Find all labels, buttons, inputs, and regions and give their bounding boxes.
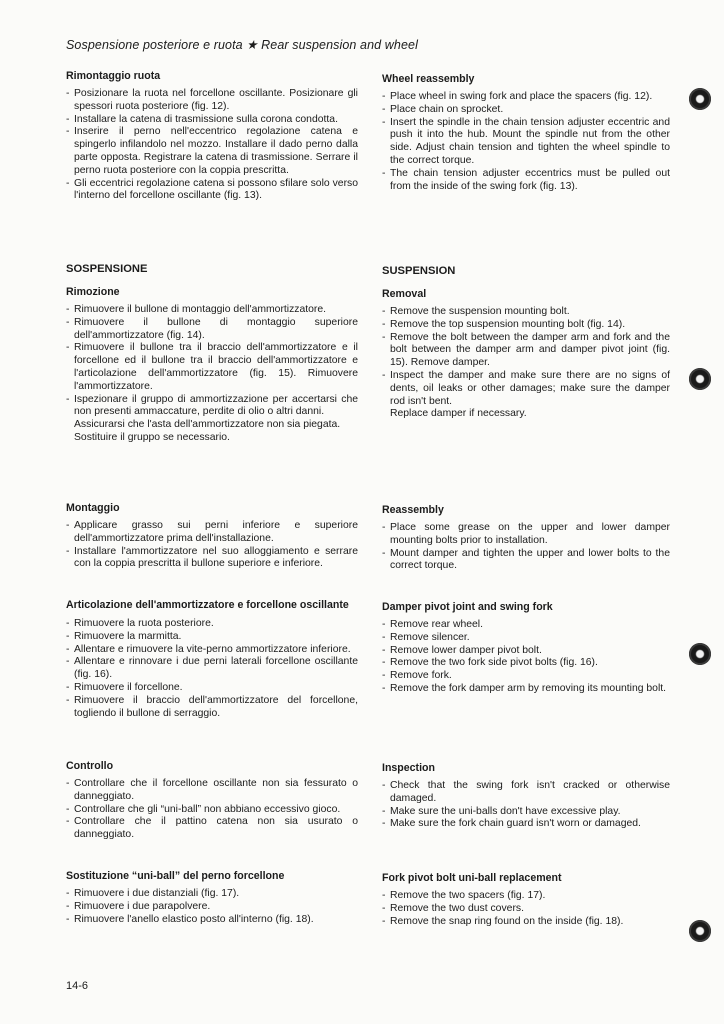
section-title: Controllo xyxy=(66,760,114,772)
step-item: - Remove rear wheel. xyxy=(382,619,483,630)
step-item: - Rimuovere la marmitta. xyxy=(66,630,182,642)
step-item: - Remove the top suspension mounting bolt (fig. 14). xyxy=(382,318,626,330)
step-item: - Rimuovere il forcellone. xyxy=(66,681,183,693)
step-item: - Rimuovere i due parapolvere. xyxy=(66,900,211,912)
binder-hole-icon xyxy=(689,920,711,942)
section-montaggio xyxy=(66,502,358,571)
step-item: - Place chain on sprocket. xyxy=(382,103,504,115)
section-suspension xyxy=(382,264,670,290)
section-title: Rimozione xyxy=(66,286,120,298)
section-title: Removal xyxy=(382,288,427,300)
section-title: Fork pivot bolt uni-ball replacement xyxy=(382,872,562,884)
step-list xyxy=(66,520,358,571)
section-title: Reassembly xyxy=(382,504,444,516)
section-controllo xyxy=(66,760,358,842)
step-item: - Applicare grasso sui perni inferiore e superiore dell'ammortizzatore prima dell'installazione. xyxy=(66,520,358,544)
step-item: - Allentare e rimuovere la vite-perno ammortizzatore inferiore. xyxy=(66,643,351,655)
section-uniball-replacement xyxy=(382,872,670,928)
chapter-title: SOSPENSIONE xyxy=(66,263,148,275)
section-wheel-reassembly xyxy=(382,73,670,193)
step-item: - Remove the snap ring found on the inside (fig. 18). xyxy=(382,915,624,927)
section-removal xyxy=(382,288,670,421)
section-reassembly xyxy=(382,504,670,573)
step-item: - Remove the two spacers (fig. 17). xyxy=(382,890,546,901)
step-list xyxy=(382,306,670,421)
section-sostituzione-uniball xyxy=(66,870,358,926)
step-list xyxy=(382,780,670,831)
binder-hole-icon xyxy=(689,88,711,110)
section-rimozione xyxy=(66,286,358,445)
step-item: - Rimuovere il bullone di montaggio dell'ammortizzatore. xyxy=(66,304,327,315)
note-text: Replace damper if necessary. xyxy=(390,408,527,420)
step-item: - Allentare e rinnovare i due perni laterali forcellone oscillante (fig. 16). xyxy=(66,656,358,681)
step-list xyxy=(382,91,670,193)
step-item: - Rimuovere i due distanziali (fig. 17). xyxy=(66,888,240,899)
binder-hole-icon xyxy=(689,643,711,665)
step-item: - Remove the bolt between the damper arm and fork and the bolt between the damper arm and damper pivot joint (fig. 15). Remove damper. xyxy=(382,331,670,369)
step-item: - Make sure the fork chain guard isn't worn or damaged. xyxy=(382,818,641,830)
section-damper-pivot xyxy=(382,601,670,696)
step-item: - Place some grease on the upper and lower damper mounting bolts prior to installation. xyxy=(382,522,670,546)
chapter-title: SUSPENSION xyxy=(382,265,456,277)
section-title: Wheel reassembly xyxy=(382,73,475,85)
step-item: - Check that the swing fork isn't cracked or otherwise damaged. xyxy=(382,780,670,804)
step-item: - Rimuovere l'anello elastico posto all'interno (fig. 18). xyxy=(66,913,314,925)
step-item: - Remove silencer. xyxy=(382,631,470,643)
step-item: - Make sure the uni-balls don't have excessive play. xyxy=(382,805,621,817)
step-item: - Remove the two dust covers. xyxy=(382,902,524,914)
step-item: - Remove lower damper pivot bolt. xyxy=(382,644,542,656)
step-list xyxy=(382,619,670,696)
section-title: Sostituzione “uni-ball” del perno forcellone xyxy=(66,870,285,882)
step-item: - Mount damper and tighten the upper and lower bolts to the correct torque. xyxy=(382,547,670,572)
step-item: - Rimuovere la ruota posteriore. xyxy=(66,618,214,629)
step-item: - Ispezionare il gruppo di ammortizzazione per accertarsi che non presenti ammaccature, perdite di olio o altri danni. Assicurarsi che l'asta dell'ammortizzatore non sia piegata. Sostituire il gruppo se necessario. xyxy=(66,393,358,443)
step-list xyxy=(66,888,358,926)
section-articolazione xyxy=(66,599,358,720)
page-number: 14-6 xyxy=(66,980,89,992)
step-item: - Remove the suspension mounting bolt. xyxy=(382,306,570,317)
step-list xyxy=(66,88,358,203)
step-item: - Remove the two fork side pivot bolts (fig. 16). xyxy=(382,657,598,669)
step-item: - Insert the spindle in the chain tension adjuster eccentric and push it into the hub. Mount the spindle nut from the other side. Adjust chain tension and tighten the wheel spindle to the correct torque. xyxy=(382,116,670,166)
section-title: Rimontaggio ruota xyxy=(66,70,161,82)
section-title: Articolazione dell'ammortizzatore e forcellone oscillante xyxy=(66,599,349,611)
step-item: - Rimuovere il braccio dell'ammortizzatore del forcellone, togliendo il bullone di serraggio. xyxy=(66,694,358,719)
section-sospensione xyxy=(66,262,358,288)
section-title: Montaggio xyxy=(66,502,120,514)
step-item: - Posizionare la ruota nel forcellone oscillante. Posizionare gli spessori ruota posteriore (fig. 12). xyxy=(66,88,358,112)
step-item: - Place wheel in swing fork and place the spacers (fig. 12). xyxy=(382,91,653,102)
step-list xyxy=(382,890,670,928)
note-text: Sostituire il gruppo se necessario. xyxy=(74,431,230,443)
step-item: - Controllare che il forcellone oscillante non sia fessurato o danneggiato. xyxy=(66,778,358,802)
step-item: - Remove fork. xyxy=(382,670,452,682)
step-item: - The chain tension adjuster eccentrics must be pulled out from the inside of the swing fork (fig. 13). xyxy=(382,167,670,192)
step-item: - Inserire il perno nell'eccentrico regolazione catena e spingerlo infilandolo nel mozzo. Installare il dado perno dalla parte opposta. Registrare la catena di trasmissione. Serrare il perno ruota posteriore con la coppia prescritta. xyxy=(66,126,358,176)
binder-hole-icon xyxy=(689,368,711,390)
step-item: - Rimuovere il bullone di montaggio superiore dell'ammortizzatore (fig. 14). xyxy=(66,316,358,341)
step-list xyxy=(66,778,358,842)
step-item: - Controllare che il pattino catena non sia usurato o danneggiato. xyxy=(66,816,358,841)
step-list xyxy=(382,522,670,573)
section-rimontaggio-ruota xyxy=(66,70,358,203)
step-item: - Remove the fork damper arm by removing its mounting bolt. xyxy=(382,682,667,694)
section-inspection xyxy=(382,762,670,831)
note-text: Assicurarsi che l'asta dell'ammortizzatore non sia piegata. xyxy=(74,419,341,431)
step-item: - Gli eccentrici regolazione catena si possono sfilare solo verso l'interno del forcellone oscillante (fig. 13). xyxy=(66,177,358,202)
section-title: Inspection xyxy=(382,762,435,774)
step-list xyxy=(66,304,358,445)
step-item: - Inspect the damper and make sure there are no signs of dents, oil leaks or other damages; make sure the damper rod isn't bent. Replace damper if necessary. xyxy=(382,369,670,420)
page-header: Sospensione posteriore e ruota ★ Rear suspension and wheel xyxy=(66,38,418,52)
step-item: - Controllare che gli “uni-ball” non abbiano eccessivo gioco. xyxy=(66,803,341,815)
step-item: - Rimuovere il bullone tra il braccio dell'ammortizzatore e il forcellone ed il bullone tra il braccio dell'ammortizzatore e l'articolazione dell'ammortizzatore (fig. 15). Rimuovere l'ammortizzatore. xyxy=(66,342,358,392)
step-list xyxy=(66,618,358,720)
step-item: - Installare la catena di trasmissione sulla corona condotta. xyxy=(66,113,338,125)
section-title: Damper pivot joint and swing fork xyxy=(382,601,553,613)
step-item: - Installare l'ammortizzatore nel suo alloggiamento e serrare con la coppia prescritta il bullone superiore e inferiore. xyxy=(66,545,358,570)
